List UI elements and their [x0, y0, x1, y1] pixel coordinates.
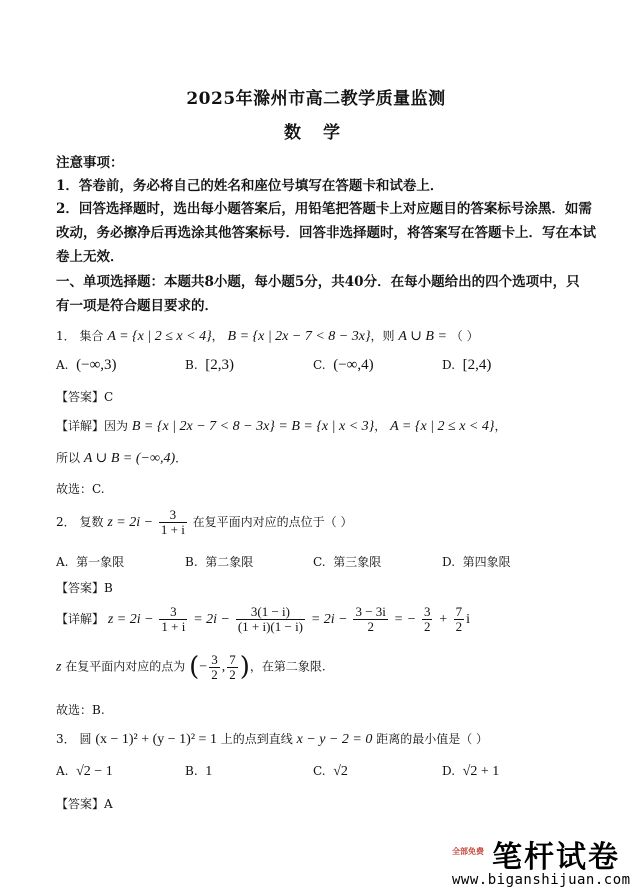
denominator: 2 — [229, 666, 236, 682]
detail-z: z = 2i − — [107, 612, 154, 627]
q2-option-d — [442, 553, 511, 570]
watermark-small-text: 全部免费 — [452, 847, 484, 856]
denominator: 2 — [423, 619, 431, 634]
option-letter: A. — [56, 555, 69, 569]
q2-fraction — [159, 508, 187, 537]
notice-item-2-line3: 卷上无效． — [56, 249, 124, 265]
point-z: z — [56, 659, 62, 675]
q2-suffix: 在复平面内对应的点位于（ ） — [192, 515, 353, 529]
q2-option-c — [313, 553, 381, 570]
option-value: √2 + 1 — [462, 764, 500, 779]
q3-option-b — [185, 764, 212, 780]
detail-i: i — [466, 612, 470, 627]
notice-heading: 注意事项： — [56, 155, 124, 171]
option-value: √2 — [333, 764, 348, 779]
option-value: 第三象限 — [333, 555, 382, 569]
point-frac-2 — [227, 653, 238, 682]
numerator: 3(1 − i) — [236, 605, 305, 620]
detail-end: ， — [494, 419, 507, 433]
q3-suffix: 距离的最小值是（ ） — [376, 732, 489, 746]
option-letter: C. — [313, 764, 326, 778]
option-value: √2 − 1 — [76, 764, 113, 779]
q1-set-b: B = {x | 2x − 7 < 8 − 3x} — [227, 329, 371, 344]
option-value: 第四象限 — [462, 555, 511, 569]
numerator: 3 — [159, 508, 187, 523]
q2-choose: 故选：B. — [56, 703, 105, 717]
notice-item-2-line1: 2．回答选择题时，选出每小题答案后，用铅笔把答题卡上对应题目的答案标号涂黑．如需 — [56, 201, 592, 217]
option-value: [2,4) — [462, 357, 492, 373]
option-letter: C. — [313, 358, 326, 372]
exam-subject: 数 学 — [284, 123, 348, 143]
watermark-logo — [452, 832, 630, 890]
option-value: 1 — [205, 764, 213, 779]
q1-blank: （ ） — [450, 329, 479, 343]
q3-option-a — [56, 764, 113, 780]
q2-prefix: 复数 — [79, 515, 104, 529]
detail-frac-1 — [159, 605, 187, 634]
q1-option-d — [442, 357, 491, 374]
option-letter: D. — [442, 764, 456, 778]
q3-line-eq: x − y − 2 = 0 — [296, 732, 373, 747]
numerator: 3 — [423, 604, 431, 619]
q2-answer: 【答案】B — [56, 581, 113, 595]
option-letter: C. — [313, 555, 326, 569]
option-value: (−∞,4) — [333, 357, 374, 373]
q1-option-c — [313, 357, 374, 374]
q3-stem — [56, 730, 488, 748]
q3-prefix: 圆 — [79, 732, 92, 746]
option-letter: A. — [56, 358, 69, 372]
numerator: 7 — [455, 604, 463, 619]
detail-b-expr: B = {x | 2x − 7 < 8 − 3x} = B = {x | x < 3} — [131, 419, 375, 434]
option-value: 第一象限 — [76, 555, 125, 569]
q2-option-a — [56, 553, 124, 570]
notice-item-2-line2: 改动，务必擦净后再选涂其他答案标号．回答非选择题时，将答案写在答题卡上．写在本试 — [56, 225, 596, 241]
so-expr: A ∪ B = (−∞,4) — [83, 451, 176, 466]
q2-stem — [56, 508, 352, 537]
option-letter: B. — [185, 764, 198, 778]
q1-expr: A ∪ B = — [398, 329, 447, 344]
denominator: 2 — [211, 666, 218, 682]
point-frac-1 — [209, 653, 220, 682]
watermark-url: www.biganshijuan.com — [452, 872, 631, 888]
detail-eq-3: = − — [393, 612, 417, 627]
q3-circle: (x − 1)² + (y − 1)² = 1 — [95, 732, 217, 747]
q2-option-b — [185, 553, 253, 570]
point-text: 在复平面内对应的点为 — [65, 659, 186, 674]
option-value: [2,3) — [205, 357, 235, 373]
exam-title: 2025年滁州市高二教学质量监测 — [186, 89, 446, 109]
option-value: (−∞,3) — [76, 357, 117, 373]
option-letter: A. — [56, 764, 69, 778]
q1-choose: 故选：C. — [56, 482, 105, 496]
q1-then: ，则 — [370, 329, 395, 343]
q2-point: z 在复平面内对应的点为 (− $\frac{3}{2}$ , $\frac{7}{2}$ )，在第二象限. — [56, 651, 326, 682]
option-letter: D. — [442, 555, 456, 569]
q2-z-expr: z = 2i − — [107, 515, 154, 530]
denominator: 2 — [367, 619, 374, 634]
numerator: 3 − 3i — [355, 604, 386, 619]
detail-frac-5 — [454, 605, 465, 634]
option-letter: B. — [185, 555, 198, 569]
denominator: (1 + i)(1 − i) — [237, 619, 304, 634]
q1-option-b — [185, 357, 234, 374]
q1-set-a: A = {x | 2 ≤ x < 4} — [107, 329, 212, 344]
q3-option-c — [313, 764, 348, 780]
detail-because: 因为 — [104, 419, 129, 433]
option-value: 第二象限 — [205, 555, 254, 569]
q3-answer: 【答案】A — [56, 797, 113, 811]
section-heading-line1: 一、单项选择题：本题共8小题，每小题5分，共40分．在每小题给出的四个选项中，只 — [56, 274, 580, 290]
section-heading-line2: 有一项是符合题目要求的． — [56, 298, 218, 314]
detail-frac-4 — [422, 605, 433, 634]
detail-frac-2 — [236, 605, 305, 634]
detail-eq-1: = 2i − — [193, 612, 230, 627]
q3-number: 3． — [56, 732, 76, 746]
so-end: ． — [175, 451, 188, 465]
point-end: ，在第二象限. — [249, 659, 326, 674]
numerator: 3 — [159, 605, 187, 620]
numerator: 7 — [229, 651, 236, 667]
q1-answer: 【答案】C — [56, 390, 114, 404]
watermark-title: 笔杆试卷 — [492, 840, 620, 875]
notice-item-1: 1．答卷前，务必将自己的姓名和座位号填写在答题卡和试卷上． — [56, 178, 444, 194]
q1-stem — [56, 327, 479, 345]
denominator: 2 — [455, 619, 463, 634]
q1-comma: ， — [211, 329, 224, 343]
q1-prefix: 集合 — [79, 329, 104, 343]
detail-a-expr: A = {x | 2 ≤ x < 4} — [390, 419, 495, 434]
option-letter: D. — [442, 358, 456, 372]
denominator: 1 + i — [161, 619, 186, 634]
detail-frac-3 — [353, 605, 387, 634]
q2-detail — [56, 605, 470, 634]
q3-option-d — [442, 764, 499, 780]
q3-mid: 上的点到直线 — [220, 732, 293, 746]
option-letter: B. — [185, 358, 198, 372]
q1-option-a — [56, 357, 117, 374]
detail-plus: + — [438, 612, 448, 627]
q1-number: 1． — [56, 329, 76, 343]
denominator: 1 + i — [160, 522, 185, 537]
detail-label: 【详解】 — [56, 419, 105, 433]
detail-eq-2: = 2i − — [310, 612, 348, 627]
so-prefix: 所以 — [56, 451, 81, 465]
q1-detail — [56, 417, 506, 435]
detail-label: 【详解】 — [56, 612, 105, 626]
numerator: 3 — [211, 651, 218, 667]
q1-so — [56, 449, 187, 467]
detail-sep: ， — [374, 419, 387, 433]
q2-number: 2． — [56, 515, 76, 529]
